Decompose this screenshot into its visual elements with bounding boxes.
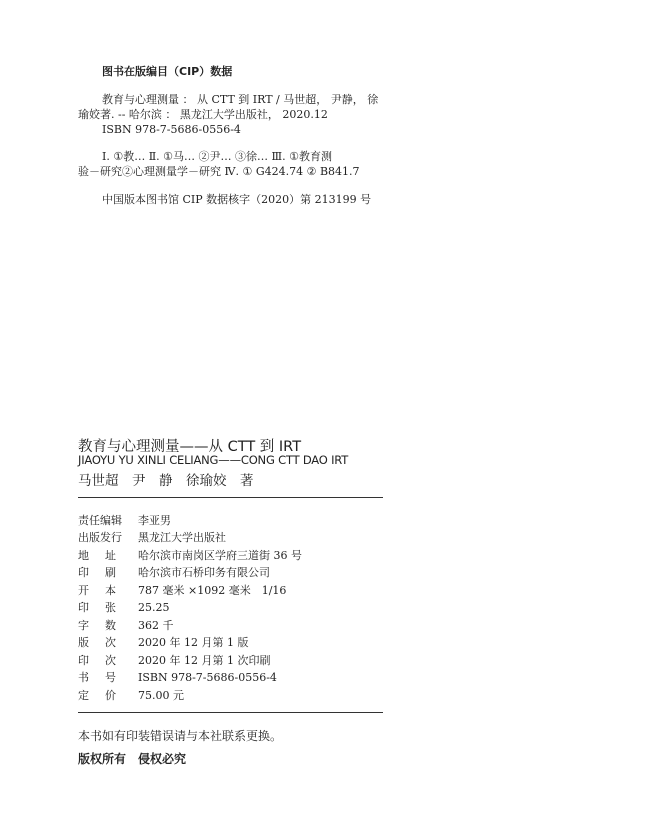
cip-record-line-1: 教育与心理测量 ： 从 CTT 到 IRT / 马世超， 尹静， 徐 [102, 93, 379, 106]
info-label-char: 印 [78, 566, 89, 580]
info-label-char: 张 [105, 601, 116, 615]
info-label-char: 开 [78, 583, 89, 597]
publication-info-table [78, 511, 302, 704]
info-value: 362 千 [138, 618, 174, 632]
info-label-char: 次 [105, 636, 116, 650]
cip-subject-line-2: 验－研究②心理测量学－研究 Ⅳ. ① G424.74 ② B841.7 [78, 165, 360, 178]
info-label-char: 本 [105, 583, 116, 597]
divider-top [78, 497, 383, 498]
info-row [78, 564, 302, 582]
info-label [78, 652, 116, 668]
info-value: 25.25 [138, 600, 170, 614]
info-row [78, 511, 302, 529]
info-value: 李亚男 [138, 513, 171, 527]
info-label [78, 564, 116, 580]
cip-library-line: 中国版本图书馆 CIP 数据核字（2020）第 213199 号 [102, 193, 372, 206]
book-authors: 马世超 尹 静 徐瑜姣 著 [78, 473, 254, 489]
info-label-char: 印 [78, 653, 89, 667]
info-label [78, 582, 116, 598]
info-value: 787 毫米 ×1092 毫米 1/16 [138, 583, 287, 597]
info-label-char: 印 [78, 601, 89, 615]
info-label [78, 547, 116, 563]
cip-subject-line-1: Ⅰ. ①教… Ⅱ. ①马… ②尹… ③徐… Ⅲ. ①教育测 [102, 150, 332, 163]
copyright-notice: 版权所有 侵权必究 [78, 752, 187, 766]
info-value: 黑龙江大学出版社 [138, 531, 226, 545]
misprint-notice: 本书如有印装错误请与本社联系更换。 [78, 729, 283, 743]
info-label-char: 数 [105, 618, 116, 632]
info-row [78, 616, 302, 634]
info-row [78, 529, 302, 547]
info-row [78, 634, 302, 652]
info-label-char: 价 [105, 688, 116, 702]
info-row [78, 546, 302, 564]
info-label: 责任编辑 [78, 513, 122, 527]
info-label-char: 书 [78, 671, 89, 685]
cip-record-line-2: 瑜姣著. -- 哈尔滨 ： 黑龙江大学出版社， 2020.12 [78, 108, 328, 121]
info-label-char: 版 [78, 636, 89, 650]
info-label-char: 号 [105, 671, 116, 685]
info-label-char: 址 [105, 548, 116, 562]
info-label [78, 687, 116, 703]
info-value: ISBN 978-7-5686-0556-4 [138, 670, 277, 684]
info-label-char: 定 [78, 688, 89, 702]
info-label-char: 刷 [105, 566, 116, 580]
info-row [78, 669, 302, 687]
info-row [78, 581, 302, 599]
info-label [78, 599, 116, 615]
info-value: 哈尔滨市石桥印务有限公司 [138, 566, 270, 580]
cip-isbn-line: ISBN 978-7-5686-0556-4 [102, 123, 241, 136]
info-row [78, 686, 302, 704]
info-value: 75.00 元 [138, 688, 184, 702]
divider-bottom [78, 712, 383, 713]
info-row [78, 599, 302, 617]
info-label [78, 617, 116, 633]
cip-heading: 图书在版编目（CIP）数据 [102, 65, 233, 78]
info-label-char: 地 [78, 548, 89, 562]
info-label [78, 669, 116, 685]
info-row [78, 651, 302, 669]
book-title: 教育与心理测量——从 CTT 到 IRT [78, 439, 302, 455]
info-label [78, 634, 116, 650]
info-value: 2020 年 12 月第 1 次印刷 [138, 653, 271, 667]
info-label-char: 次 [105, 653, 116, 667]
info-value: 2020 年 12 月第 1 版 [138, 636, 249, 650]
info-label-char: 字 [78, 618, 89, 632]
info-value: 哈尔滨市南岗区学府三道街 36 号 [138, 548, 302, 562]
book-title-pinyin: JIAOYU YU XINLI CELIANG——CONG CTT DAO IRT [78, 453, 349, 467]
info-label: 出版发行 [78, 531, 122, 545]
